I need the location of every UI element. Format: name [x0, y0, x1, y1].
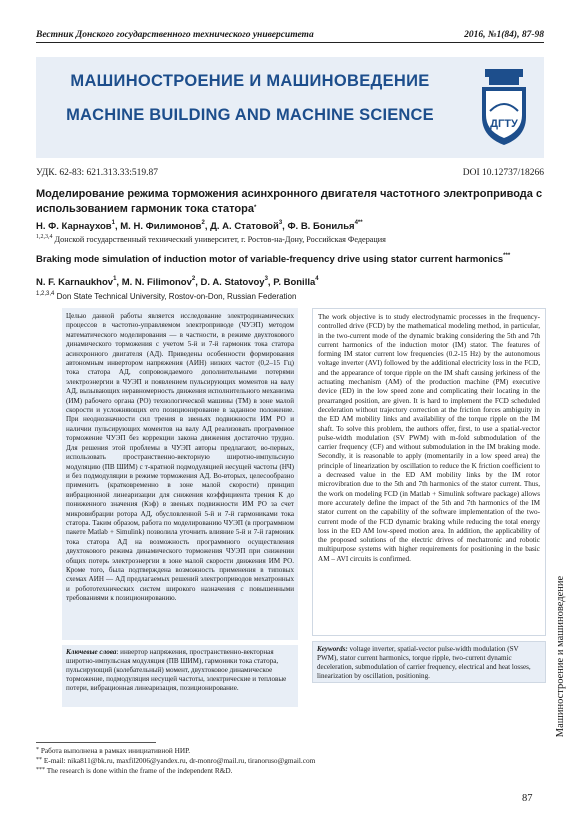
journal-header — [36, 30, 544, 43]
footnote-text: Работа выполнена в рамках инициативной НИР. — [40, 746, 191, 755]
doi: DOI 10.12737/18266 — [462, 168, 544, 178]
author-en: N. F. Karnaukhov — [36, 277, 114, 288]
author-ru: Ф. В. Бонилья — [287, 221, 355, 232]
footnote — [36, 766, 476, 776]
footnote-mark: ** — [36, 757, 42, 763]
author-en-sup: 1 — [113, 276, 117, 282]
section-banner — [36, 57, 544, 158]
keywords-en-label: Keywords: — [317, 645, 348, 653]
affiliation-en-text: Don State Technical University, Rostov-on-Don, Russian Federation — [56, 292, 297, 301]
university-logo-icon — [476, 67, 532, 147]
abstract-en — [312, 308, 546, 636]
abstract-ru — [62, 308, 298, 640]
author-ru-sup: 1 — [111, 220, 115, 226]
section-title-ru: МАШИНОСТРОЕНИЕ И МАШИНОВЕДЕНИЕ — [70, 72, 430, 90]
abstract-en-text: The work objective is to study electrodynamic processes in the frequency-controlled drive (FCD) by the mathematical modeling method, in particular, in the two-current mode of the dynamic braking considering the 5th and 7th current harmonics of the induction motor (IM) stator. The features of forming IM stator current low frequencies (0.2-15 Hz) by the autonomous voltage inverter (AVI) followed by the additional electricity loss in the FCD, and the appearance of torque ripple on the IM shaft causing jerkiness of the actuating mechanism (AM) of the production machine (PM) executive device (ED) in the low speed zone and complicating their locating in the prearranged position, are given. It is hard to implement the FCD scheduled deceleration without trajectory correction at the friction forces ambiguity in the ED AM mobility links and availability of the torque ripple on the IM shaft. To solve this problem, the authors offer, first, to use a spatial-vector pulse-width modulation (SV PWM) with m-fold submodulation of the carrier frequency (CF) and without submodulation in the IM braking mode. Secondly, it is reasonable to apply (momentarily in a low speed area) the principle of linearization by oscillation to reduce the K friction coefficient to a decreased value in the ED AM mobility links by the IM rotor microvibration due to the 5th and 7th harmonics of the stator current. Thus, the work on modeling FCD (in Matlab + Simulink software package) allows more accurately define the impact of the 5th and 7th harmonics of the IM stator current on the capability of the software implementation of the two-current mode of the FCD dynamic braking while reducing the total energy loss in the ED AM low-speed motion area. In addition, the applicability of the proposed solutions of the electric drives of mechatronic and robotic multipurpose systems with higher requirements for positioning in the basic AM – AVI circuits is confirmed. — [318, 313, 540, 563]
keywords-ru — [62, 645, 298, 707]
footnote-mark: *** — [36, 767, 45, 773]
abstract-ru-text: Целью данной работы является исследование электродинамических процессов в частотно-управляемом электроприводе (ЧУЭП) методом математического моделирования — в частности, в режиме двухтокового динамического торможения с учетом 5-й и 7-й гармоник тока статора асинхронного двигателя (АД). Приведены особенности формирования автономным инвертором напряжения (АИН) низких частот (0,2–15 Гц) тока статора АД, сопровождаемого дополнительными потерями электроэнергии в ЧУЭП и появлением пульсирующих моментов на валу АД, вызывающих неравномерность движения исполнительного механизма (ИМ) рабочего органа (РО) технологической машины (ТМ) в зоне малой скорости и усложняющих его позиционирование в заданное положение. При неоднозначности сил трения в звеньях подвижности ИМ РО и наличии пульсирующих моментов на валу АД реализовать программное торможение ЧУЭП без коррекции закона движения достаточно трудно. Для решения этой проблемы в ЧУЭП авторы предлагают, во-первых, использовать пространственно-векторную широтно-импульсную модуляцию (ПВ ШИМ) с т-кратной подмодуляцией несущей частоты (НЧ) и без подмодуляции в режиме торможения АД. Во-вторых, целесообразно применить (кратковременно в зоне малой скорости) принцип вибрационной линеаризации для снижения коэффициента трения К до пониженного значения (Кэф) в звеньях подвижности ИМ РО за счет микровибрации ротора АД, обусловленной 5-й и 7-й гармониками тока статора. Таким образом, работа по моделированию ЧУЭП (в программном пакете Matlab + Simulink) позволила уточнить влияние 5-й и 7-й гармоник тока статора АД на возможность программного осуществления двухтокового режима динамического торможения ЧУЭП при снижении общих потерь электроэнергии в зоне малой скорости движения ИМ РО. Кроме того, была подтверждена возможность применения в типовых схемах АИН — АД предлагаемых решений электроприводов мехатронных и робототехнических систем широкого назначения с повышенными требованиями к позиционированию. — [66, 312, 294, 603]
affiliation-ru-text: Донской государственный технический университет, г. Ростов-на-Дону, Российская Федерация — [54, 235, 386, 244]
article-identifiers — [36, 168, 544, 178]
title-ru-footnote-mark: * — [253, 205, 257, 211]
page-number: 87 — [522, 793, 533, 804]
article-title-en — [36, 254, 544, 265]
author-en-sup: 2 — [191, 276, 196, 282]
udc-code: УДК. 62-83: 621.313.33:519.87 — [36, 168, 159, 178]
authors-ru: Н. Ф. Карнаухов$^1$, М. Н. Филимонов$^2$, Д. А. Статовой$^3$, Ф. В. Бонилья$^{4**}$ — [36, 220, 363, 232]
author-ru: Д. А. Статовой — [210, 221, 279, 232]
footnote-divider — [36, 742, 156, 743]
logo-text: ДГТУ — [490, 118, 518, 130]
side-label-text: Машиностроение и машиноведение — [555, 575, 567, 737]
author-ru-sup: 3 — [278, 220, 283, 226]
authors-en: N. F. Karnaukhov$^1$, M. N. Filimonov$^2$, D. A. Statovoy$^3$, P. Bonilla$^4$ — [36, 276, 319, 288]
author-en-sup: 3 — [264, 276, 268, 282]
affiliation-en — [36, 292, 544, 301]
author-ru-sup: 2 — [201, 220, 205, 226]
author-en: M. N. Filimonov — [121, 277, 192, 288]
footnote-mark: * — [36, 747, 39, 753]
author-ru: Н. Ф. Карнаухов — [36, 221, 112, 232]
title-en-text: Braking mode simulation of induction motor of variable-frequency drive using stator current harmonics — [36, 254, 504, 265]
footnote-text: E-mail: nika811@bk.ru, maxfil2006@yandex.ru, dr-monro@mail.ru, tiranoruso@gmail.com — [43, 756, 316, 765]
title-en-footnote-mark: *** — [503, 253, 511, 259]
footnote-text: The research is done within the frame of the independent R&D. — [46, 766, 233, 775]
section-title-en: MACHINE BUILDING AND MACHINE SCIENCE — [66, 106, 434, 124]
author-ru-sup: 4** — [354, 220, 363, 226]
issue-info: 2016, №1(84), 87-98 — [464, 30, 544, 40]
footnote — [36, 746, 476, 756]
keywords-ru-label: Ключевые слова — [66, 648, 117, 656]
affiliation-ru-sup: 1,2,3,4 — [36, 234, 53, 240]
author-en-sup: 4 — [315, 276, 319, 282]
keywords-en-text: voltage inverter, spatial-vector pulse-width modulation (SV PWM), stator current harmonics, torque ripple, two-current dynamic deceleration, submodulation of carrier frequency, electrical and heat losses, linearization by oscillation, positioning. — [317, 645, 531, 680]
keywords-en — [312, 641, 546, 683]
title-ru-text: Моделирование режима торможения асинхронного двигателя частотного электропривода с использованием гармоник тока статора — [36, 188, 543, 215]
article-title-ru — [36, 187, 544, 217]
side-section-label — [553, 534, 569, 778]
keywords-en-paragraph — [317, 645, 541, 681]
footnote — [36, 756, 476, 766]
footnotes — [36, 746, 476, 776]
journal-name: Вестник Донского государственного технического университета — [36, 30, 314, 40]
author-ru: М. Н. Филимонов — [120, 221, 202, 232]
keywords-ru-text: : инвертор напряжения, пространственно-векторная широтно-импульсная модуляция (ПВ ШИМ), гармоники тока статора, пульсирующий (колебательный) момент, двухтоковое динамическое торможение, подмодуляция несущей частоты, электрические и тепловые потери, вибрационная линеаризация, позиционирование. — [66, 648, 287, 692]
author-en: D. A. Statovoy — [200, 277, 265, 288]
keywords-ru-paragraph — [66, 648, 294, 693]
author-en: P. Bonilla — [273, 277, 316, 288]
affiliation-ru — [36, 235, 544, 244]
affiliation-en-sup: 1,2,3,4 — [36, 291, 55, 297]
